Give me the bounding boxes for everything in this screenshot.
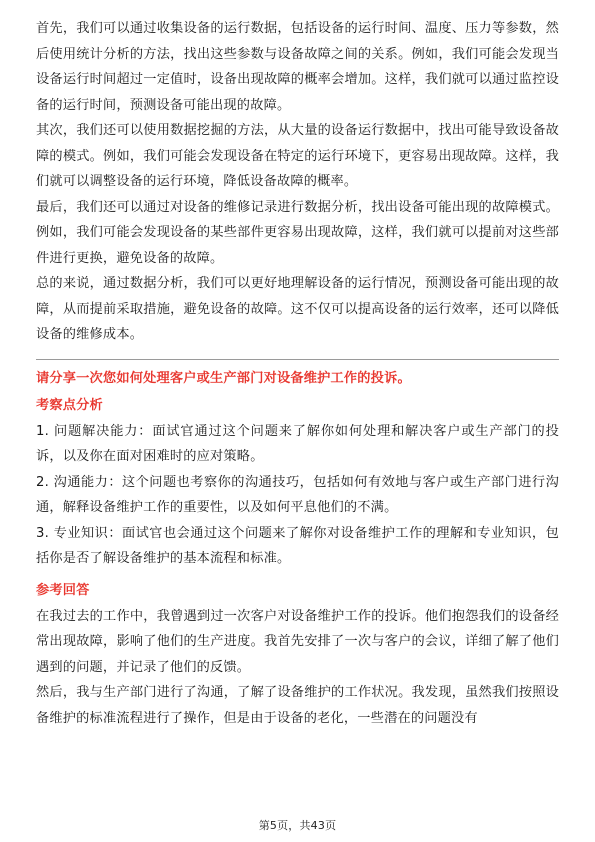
intro-paragraph-2: 其次，我们还可以使用数据挖掘的方法，从大量的设备运行数据中，找出可能导致设备故障的模式。例如，我们可能会发现设备在特定的运行环境下，更容易出现故障。这样，我们就可以调整设备的运行环境，降低设备故障的概率。 (36, 123, 559, 189)
intro-paragraph-3: 最后，我们还可以通过对设备的维修记录进行数据分析，找出设备可能出现的故障模式。例如，我们可能会发现设备的某些部件更容易出现故障，这样，我们就可以提前对这些部件进行更换，避免设备的故障。 (36, 199, 559, 266)
intro-paragraph-1: 首先，我们可以通过收集设备的运行数据，包括设备的运行时间、温度、压力等参数，然后使用统计分析的方法，找出这些参数与设备故障之间的关系。例如，我们可能会发现当设备运行时间超过一定值时，设备出现故障的概率会增加。这样，我们就可以通过监控设备的运行时间，预测设备可能出现的故障。 (36, 21, 559, 113)
answer-section (36, 580, 559, 732)
analysis-item-3: 3. 专业知识：面试官也会通过这个问题来了解你对设备维护工作的理解和专业知识，包括你是否了解设备维护的基本流程和标准。 (36, 525, 559, 566)
section-divider (36, 359, 559, 360)
answer-paragraph-1: 在我过去的工作中，我曾遇到过一次客户对设备维护工作的投诉。他们抱怨我们的设备经常出现故障，影响了他们的生产进度。我首先安排了一次与客户的会议，详细了解了他们遇到的问题，并记录了他们的反馈。 (36, 608, 559, 675)
analysis-heading: 考察点分析 (36, 397, 103, 413)
analysis-item-2: 2. 沟通能力：这个问题也考察你的沟通技巧，包括如何有效地与客户或生产部门进行沟通，解释设备维护工作的重要性，以及如何平息他们的不满。 (36, 474, 559, 515)
intro-section (36, 16, 559, 348)
document-page (36, 16, 559, 731)
answer-paragraph-2: 然后，我与生产部门进行了沟通，了解了设备维护的工作状况。我发现，虽然我们按照设备维护的标准流程进行了操作，但是由于设备的老化，一些潜在的问题没有 (36, 685, 559, 726)
analysis-item-1: 1. 问题解决能力：面试官通过这个问题来了解你如何处理和解决客户或生产部门的投诉，以及你在面对困难时的应对策略。 (36, 423, 559, 464)
answer-heading: 参考回答 (36, 582, 90, 598)
intro-paragraph-4: 总的来说，通过数据分析，我们可以更好地理解设备的运行情况，预测设备可能出现的故障，从而提前采取措施，避免设备的故障。这不仅可以提高设备的运行效率，还可以降低设备的维修成本。 (36, 276, 559, 342)
analysis-section (36, 395, 559, 572)
page-number: 第5页，共43页 (258, 819, 337, 832)
interview-question: 请分享一次您如何处理客户或生产部门对设备维护工作的投诉。 (36, 370, 411, 386)
